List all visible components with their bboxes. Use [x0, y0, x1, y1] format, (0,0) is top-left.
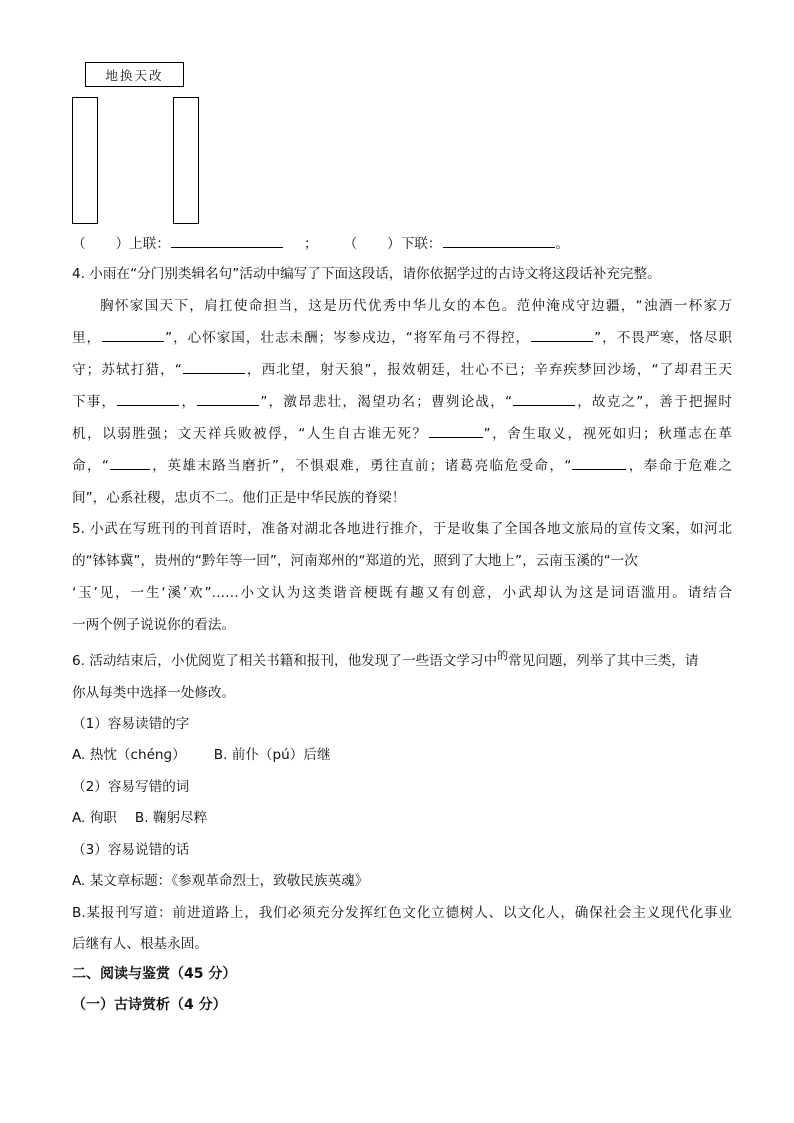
fill-blank[interactable]	[102, 340, 164, 342]
upper-couplet-label: ）上联：	[115, 236, 170, 252]
q6-option-b-cont: 后继有人、根基永固。	[72, 936, 208, 952]
lower-couplet-label: ）下联：	[387, 236, 442, 252]
q6-line: 你从每类中选择一处修改。	[72, 685, 236, 701]
q4-paragraph-line: 机，以弱胜强；文天祥兵败被俘，“人生自古谁无死？ ”，舍生取义，视死如归；秋瑾志在革	[72, 426, 732, 442]
q5-line: ‘玉’见，一生‘溪’欢”……小文认为这类谐音梗既有趣又有创意，小武却认为这是词语滥用。请结合	[72, 585, 732, 601]
option-a: A. 徇职	[72, 810, 117, 826]
couplet-horizontal-scroll	[85, 62, 184, 87]
superscript-de: 的	[497, 649, 509, 662]
q5-line: 一两个例子说说你的看法。	[72, 617, 236, 633]
paren-open: （	[72, 236, 86, 252]
option-a: A. 热忱（chénɡ）	[72, 747, 186, 763]
q6-subsection-title: （3）容易说错的话	[72, 842, 190, 858]
q4-paragraph-line: 胸怀家国天下，肩扛使命担当，这是历代优秀中华儿女的本色。范仲淹戍守边疆，“浊酒一杯家万	[100, 298, 732, 314]
fill-blank[interactable]	[572, 468, 626, 470]
q4-paragraph-line: 下事， ， ”，激昂悲壮，渴望功名；曹刿论战，“ ，故克之”，善于把握时	[72, 394, 733, 410]
q4-paragraph-line: 间”，心系社稷，忠贞不二。他们正是中华民族的脊梁！	[72, 490, 406, 506]
upper-couplet-blank[interactable]	[171, 246, 283, 248]
q6-option-b: B.某报刊写道：前进道路上，我们必须充分发挥红色文化立德树人、以文化人，确保社会主义现代化事业	[72, 905, 732, 921]
fill-blank[interactable]	[197, 404, 259, 406]
fill-blank[interactable]	[531, 340, 593, 342]
section-heading: 二、阅读与鉴赏（45 分）	[72, 966, 237, 982]
paren-open: （	[343, 236, 358, 252]
couplet-right-scroll	[173, 97, 199, 224]
fill-blank[interactable]	[183, 372, 245, 374]
q6-options-row	[72, 745, 732, 765]
period: 。	[555, 236, 570, 252]
q6-subsection-title: （2）容易写错的词	[72, 779, 190, 795]
q6-subsection-title: （1）容易读错的字	[72, 716, 190, 732]
couplet-left-scroll	[72, 97, 98, 224]
q6-option-a: A. 某文章标题：《参观革命烈士，致敬民族英魂》	[72, 873, 369, 889]
subsection-heading: （一）古诗赏析（4 分）	[72, 997, 227, 1013]
q4-prompt: 4. 小雨在“分门别类辑名句”活动中编写了下面这段话，请你依据学过的古诗文将这段话补充完整。	[72, 266, 661, 282]
fill-blank[interactable]	[117, 404, 179, 406]
option-b: B. 前仆（pú）后继	[213, 747, 331, 763]
couplet-answer-line	[72, 234, 732, 254]
q5-line: 的“钵钵冀”，贵州的“黔年等一回”，河南郑州的“郑道的光，照到了大地上”，云南玉溪的“一次	[72, 553, 638, 569]
lower-couplet-blank[interactable]	[443, 246, 555, 248]
q4-paragraph-line: 守；苏轼打猎，“ ，西北望，射天狼”，报效朝廷，壮心不已；辛弃疾梦回沙场，“了却君王天	[72, 362, 732, 378]
option-b: B. 鞠躬尽粹	[134, 810, 208, 826]
q5-line: 5. 小武在写班刊的刊首语时，准备对湖北各地进行推介，于是收集了全国各地文旅局的宣传文案，如河北	[72, 521, 732, 537]
q4-paragraph-line: 命，“ ，英雄末路当磨折”，不惧艰难，勇往直前；诸葛亮临危受命，“ ，奉命于危难之	[72, 458, 732, 474]
q6-options-row	[72, 808, 732, 828]
q4-paragraph-line: 里， ”，心怀家国，壮志未酬；岑参戍边，“将军角弓不得控， ”，不畏严寒，恪尽职	[72, 330, 732, 346]
semicolon: ；	[303, 236, 318, 252]
fill-blank[interactable]	[429, 436, 483, 438]
q6-line: 6. 活动结束后，小优阅览了相关书籍和报刊，他发现了一些语文学习中$^的$常见问题，列举了其中三类，请	[72, 649, 699, 669]
heng-pi-text: 地换天改	[105, 67, 164, 83]
fill-blank[interactable]	[110, 468, 150, 470]
fill-blank[interactable]	[513, 404, 575, 406]
